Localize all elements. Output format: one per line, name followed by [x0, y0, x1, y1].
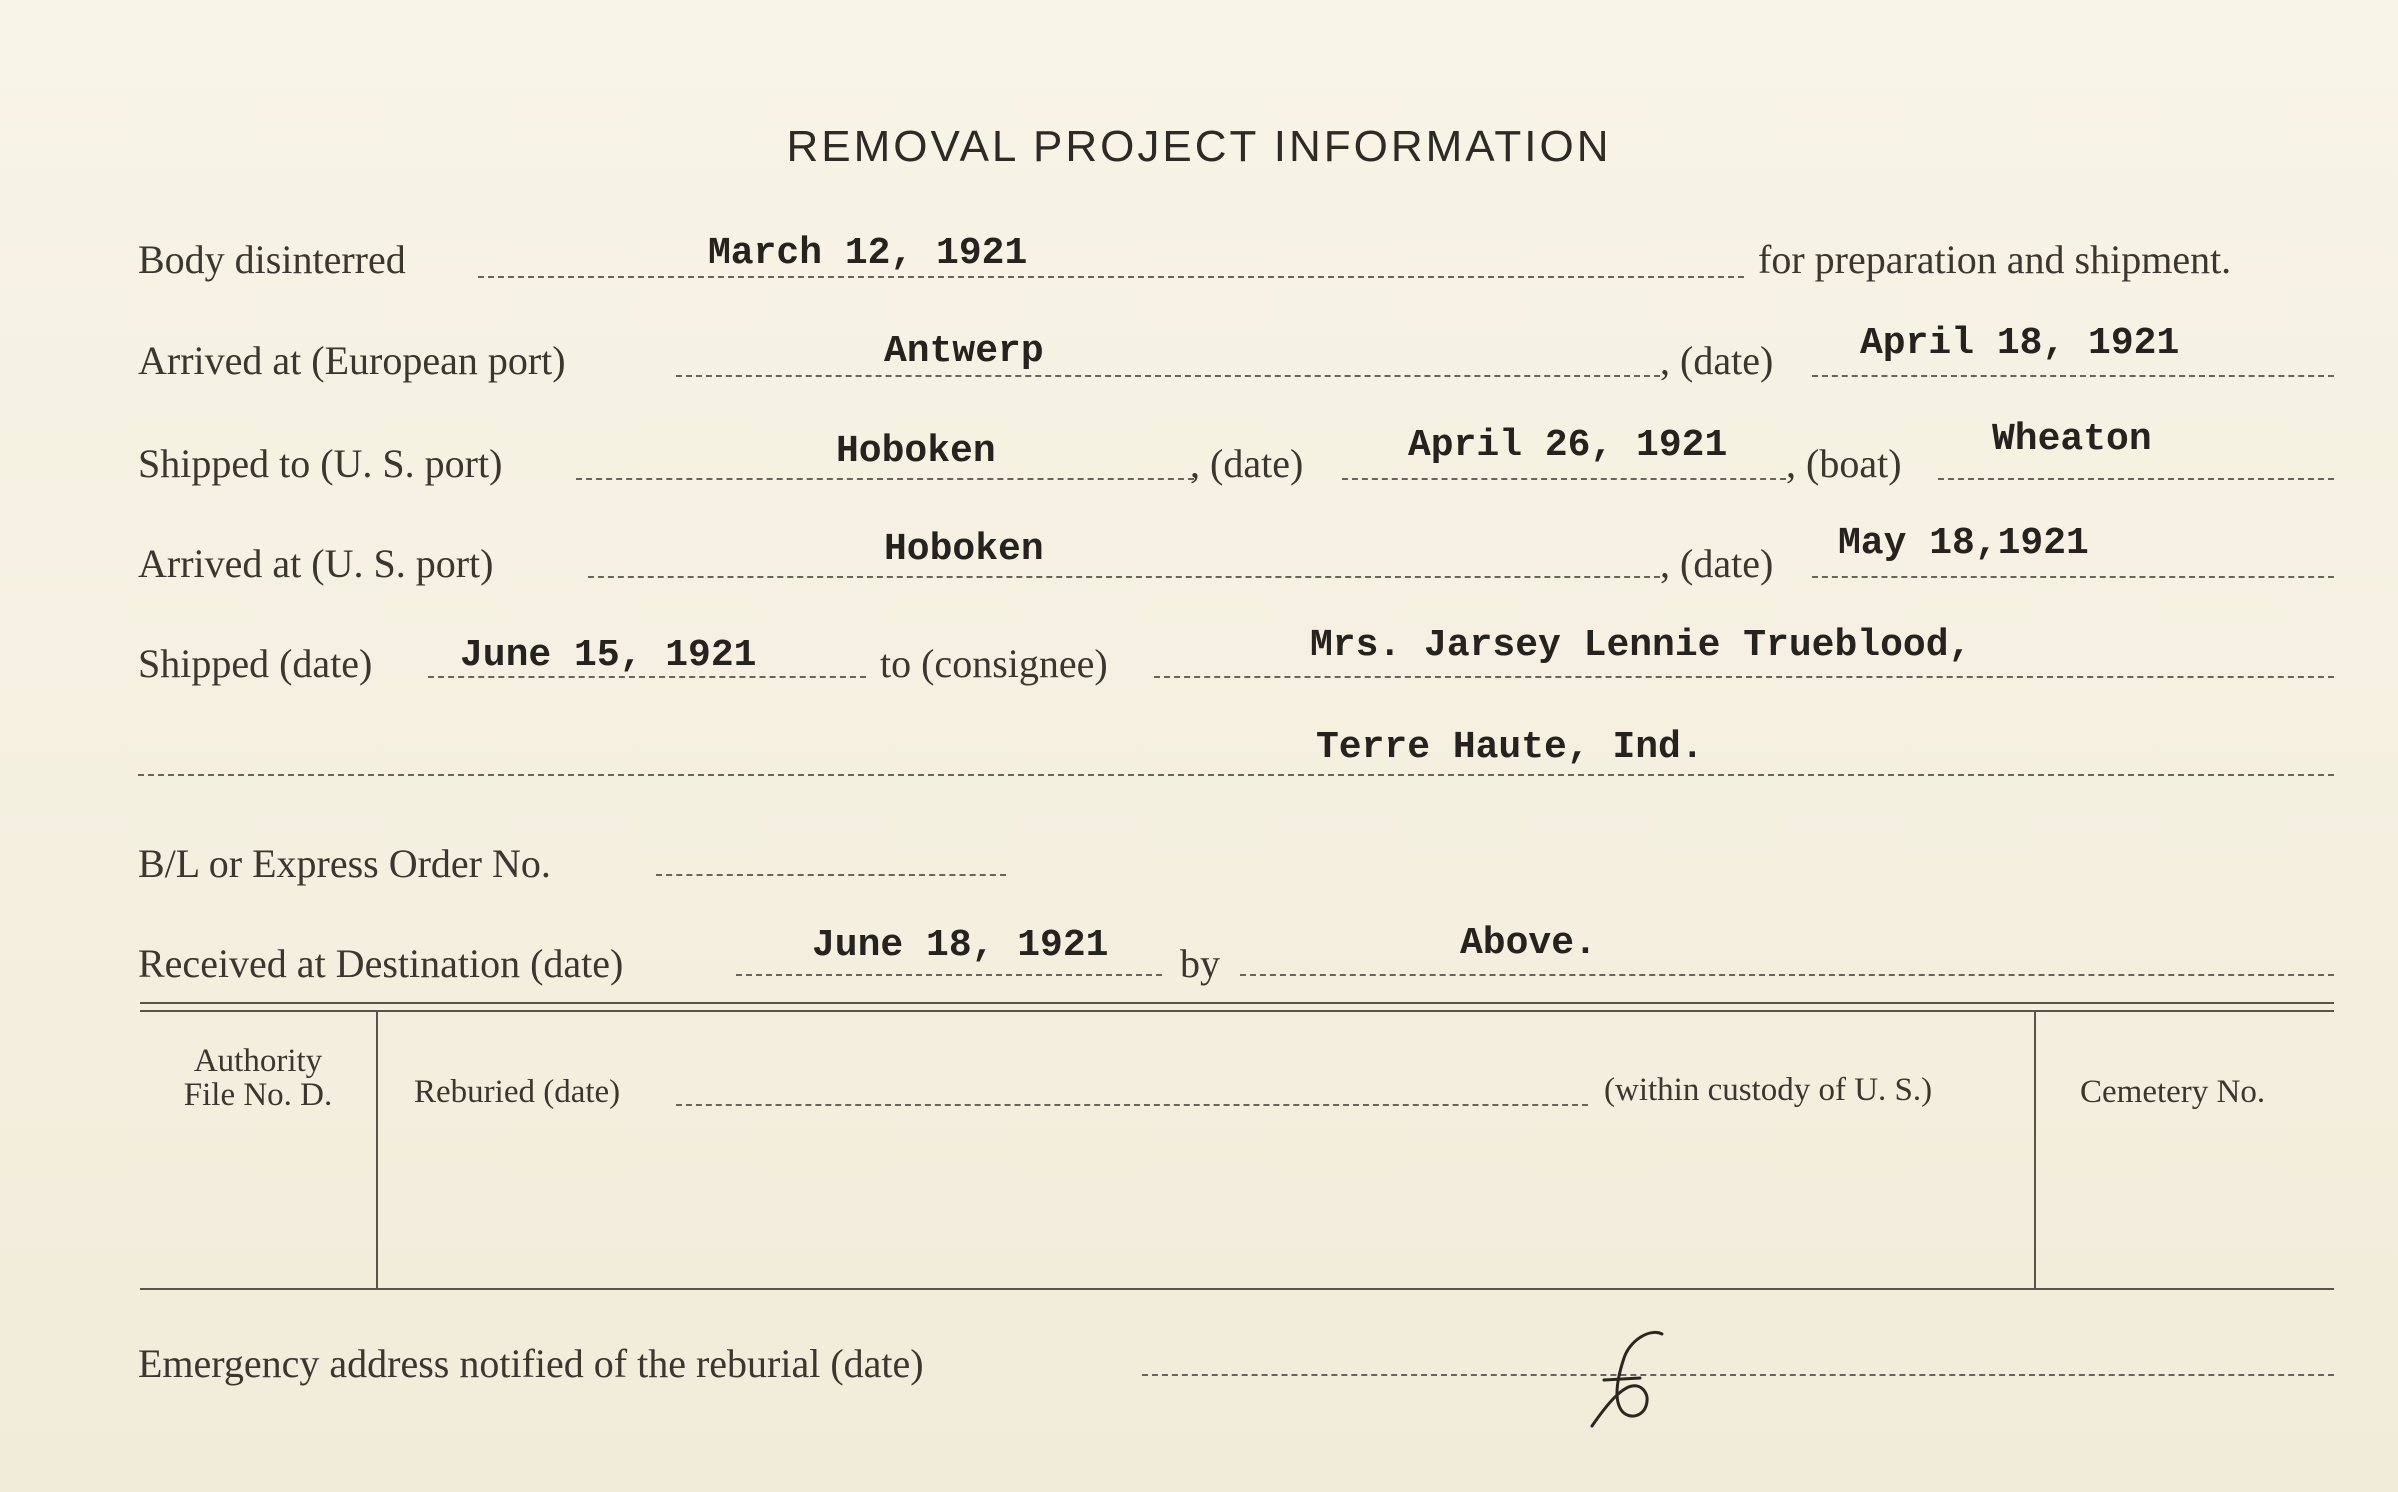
us-port-shipped-line [576, 478, 1194, 480]
boat-label: , (boat) [1786, 441, 1902, 486]
shipped-date-line [1342, 478, 1786, 480]
handwritten-mark-icon [1580, 1322, 1690, 1442]
european-date-value: April 18, 1921 [1860, 322, 2180, 365]
consignee-label: to (consignee) [880, 641, 1108, 686]
boat-line [1938, 478, 2334, 480]
reburied-label: Reburied (date) [414, 1074, 621, 1110]
authority-label-line2: File No. D. [183, 1077, 333, 1113]
received-by-line [1240, 974, 2334, 976]
box-divider-left [376, 1012, 378, 1288]
body-disinterred-label: Body disinterred [138, 237, 406, 282]
box-top-rule-2 [140, 1010, 2334, 1012]
european-port-line [676, 375, 1660, 377]
us-port-arrived-label: Arrived at (U. S. port) [138, 541, 494, 586]
shipped-date-value: April 26, 1921 [1408, 424, 1728, 467]
shipped-date-label: , (date) [1190, 441, 1304, 486]
european-date-line [1812, 375, 2334, 377]
authority-label [140, 1044, 376, 1112]
us-port-shipped-label: Shipped to (U. S. port) [138, 441, 503, 486]
us-port-shipped-value: Hoboken [836, 430, 996, 473]
boat-value: Wheaton [1992, 418, 2152, 461]
bl-order-label: B/L or Express Order No. [138, 841, 551, 886]
shipped-date-row-value: June 15, 1921 [460, 634, 757, 677]
received-date-label: Received at Destination (date) [138, 941, 624, 986]
arrived-date-label: , (date) [1660, 541, 1774, 586]
preparation-shipment-label: for preparation and shipment. [1758, 237, 2232, 282]
body-disinterred-value: March 12, 1921 [708, 232, 1028, 275]
box-divider-right [2034, 1012, 2036, 1288]
custody-label: (within custody of U. S.) [1604, 1072, 1933, 1108]
european-port-label: Arrived at (European port) [138, 338, 566, 383]
received-date-line [736, 974, 1162, 976]
european-date-label: , (date) [1660, 338, 1774, 383]
cemetery-label: Cemetery No. [2080, 1074, 2266, 1110]
bl-order-line [656, 874, 1006, 876]
consignee-line [1154, 676, 2334, 678]
consignee-line-2 [138, 774, 2334, 776]
reburied-line [676, 1104, 1588, 1106]
page-title: REMOVAL PROJECT INFORMATION [786, 122, 1612, 171]
consignee-name: Mrs. Jarsey Lennie Trueblood, [1310, 624, 1972, 667]
european-port-value: Antwerp [884, 330, 1044, 373]
consignee-address: Terre Haute, Ind. [1316, 726, 1704, 769]
emergency-label: Emergency address notified of the reburial (date) [138, 1341, 924, 1386]
received-by-label: by [1180, 941, 1220, 986]
us-port-arrived-value: Hoboken [884, 528, 1044, 571]
box-bottom-rule [140, 1288, 2334, 1290]
us-port-arrived-line [588, 576, 1660, 578]
body-disinterred-line [478, 276, 1744, 278]
arrived-date-line [1812, 576, 2334, 578]
arrived-date-value: May 18,1921 [1838, 522, 2089, 565]
received-date-value: June 18, 1921 [812, 924, 1109, 967]
box-top-rule-1 [140, 1002, 2334, 1004]
authority-label-line1: Authority [193, 1043, 323, 1079]
received-by-value: Above. [1460, 922, 1597, 965]
emergency-line [1142, 1374, 2334, 1376]
shipped-date-row-label: Shipped (date) [138, 641, 373, 686]
